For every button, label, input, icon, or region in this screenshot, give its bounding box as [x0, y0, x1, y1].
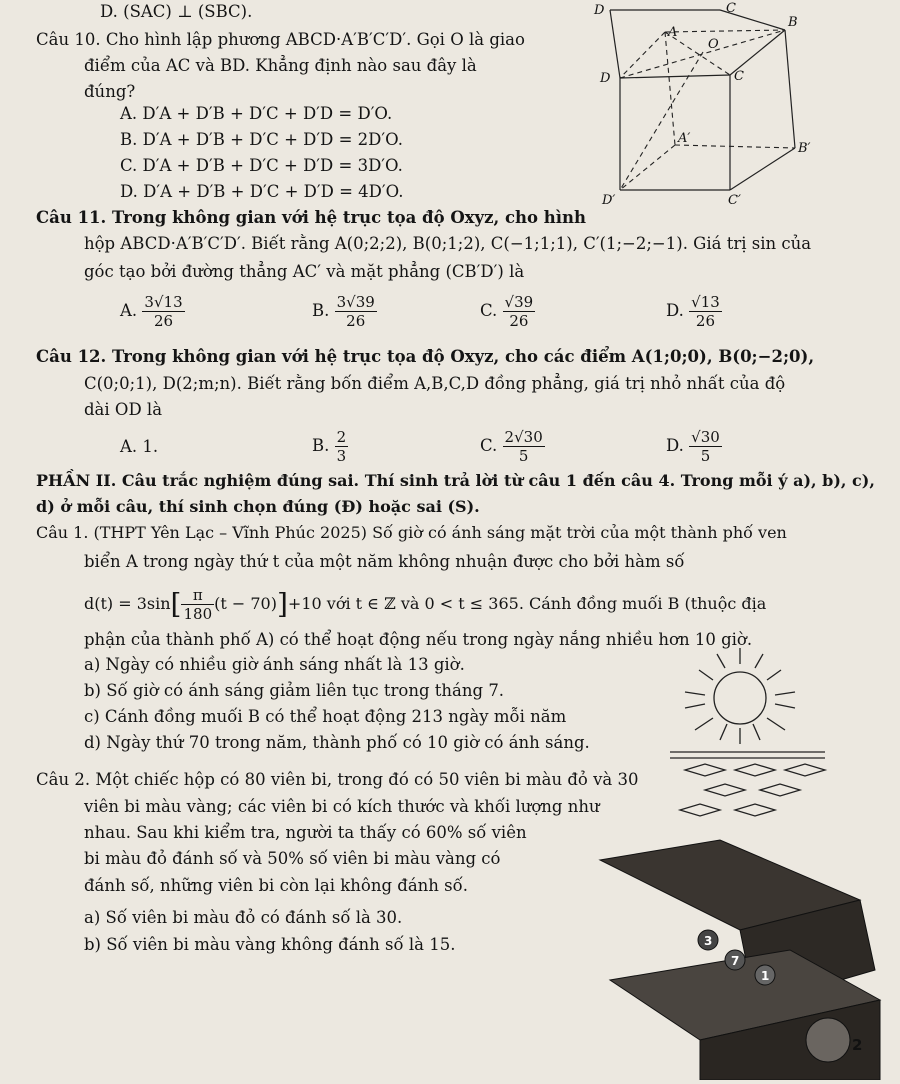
- q9-option-d: D. (SAC) ⊥ (SBC).: [100, 2, 253, 21]
- q12-option-b: B. $\frac{2}{3}$: [312, 428, 347, 465]
- q11-option-c: C. $\frac{√39}{26}$: [480, 293, 534, 330]
- c2-line1: Câu 2. Một chiếc hộp có 80 viên bi, trong đó có 50 viên bi màu đỏ và 30: [36, 770, 639, 789]
- q12-option-a: A. 1.: [120, 437, 159, 456]
- label-d-prime: D′: [602, 193, 616, 208]
- q10-option-a: A. D′A + D′B + D′C + D′D = D′O.: [120, 104, 393, 123]
- label-a-prime: A′: [678, 131, 691, 146]
- label-c-top: C: [726, 1, 736, 16]
- box-of-balls-picture: [590, 830, 890, 1080]
- q12-line1: Câu 12. Trong không gian với hệ trục tọa độ Oxyz, cho các điểm A(1;0;0), B(0;−2;0),: [36, 347, 815, 366]
- label-d: D: [600, 71, 611, 86]
- cube-figure: [580, 0, 830, 215]
- q12-line3: dài OD là: [84, 400, 163, 419]
- label-b-prime: B′: [798, 141, 811, 156]
- svg-text:3: 3: [704, 934, 713, 948]
- c2-line5: đánh số, những viên bi còn lại không đánh số.: [84, 876, 468, 895]
- ball-2: [806, 1018, 850, 1062]
- c1-line4: phận của thành phố A) có thể hoạt động nếu trong ngày nắng nhiều hơn 10 giờ.: [84, 630, 753, 649]
- q10-option-c: C. D′A + D′B + D′C + D′D = 3D′O.: [120, 156, 403, 175]
- q10-option-d: D. D′A + D′B + D′C + D′D = 4D′O.: [120, 182, 404, 201]
- c1-item-a: a) Ngày có nhiều giờ ánh sáng nhất là 13 giờ.: [84, 655, 465, 674]
- q11-line2: hộp ABCD·A′B′C′D′. Biết rằng A(0;2;2), B(0;1;2), C(−1;1;1), C′(1;−2;−1). Giá trị sin của: [84, 234, 812, 253]
- sun-salt-field-picture: [665, 640, 835, 820]
- c1-item-b: b) Số giờ có ánh sáng giảm liên tục trong tháng 7.: [84, 681, 505, 700]
- c1-line2: biển A trong ngày thứ t của một năm không nhuận được cho bởi hàm số: [84, 552, 685, 571]
- q11-option-a: A. $\frac{3√13}{26}$: [120, 293, 183, 330]
- c1-item-d: d) Ngày thứ 70 trong năm, thành phố có 10 giờ có ánh sáng.: [84, 733, 590, 752]
- label-d-top: D: [594, 3, 605, 18]
- q11-option-d: D. $\frac{√13}{26}$: [666, 293, 720, 330]
- c1-line1: Câu 1. (THPT Yên Lạc – Vĩnh Phúc 2025) Số giờ có ánh sáng mặt trời của một thành phố ven: [36, 523, 787, 542]
- q12-option-d: D. $\frac{√30}{5}$: [666, 428, 720, 465]
- c2-line4: bi màu đỏ đánh số và 50% số viên bi màu vàng có: [84, 849, 501, 868]
- label-a: A: [668, 25, 678, 40]
- c2-line2: viên bi màu vàng; các viên bi có kích thước và khối lượng như: [84, 797, 600, 816]
- q11-line3: góc tạo bởi đường thẳng AC′ và mặt phẳng (CB′D′) là: [84, 262, 525, 281]
- label-c-prime: C′: [728, 193, 741, 208]
- q11-line1: Câu 11. Trong không gian với hệ trục tọa độ Oxyz, cho hình: [36, 208, 587, 227]
- c2-item-b: b) Số viên bi màu vàng không đánh số là 15.: [84, 935, 456, 954]
- q10-line2: điểm của AC và BD. Khẳng định nào sau đây là: [84, 56, 477, 75]
- q10-option-b: B. D′A + D′B + D′C + D′D = 2D′O.: [120, 130, 403, 149]
- sun-icon: [714, 672, 766, 724]
- c1-formula: d(t) = 3sin[ $\frac{\pi}{180}$ (t − 70)]+10 với t ∈ ℤ và 0 < t ≤ 365. Cánh đồng muối B (thuộc địa: [84, 586, 767, 623]
- q12-option-c: C. $\frac{2√30}{5}$: [480, 428, 543, 465]
- label-o: O: [708, 37, 719, 52]
- svg-text:2: 2: [852, 1036, 863, 1054]
- svg-text:7: 7: [731, 954, 740, 968]
- c2-line3: nhau. Sau khi kiểm tra, người ta thấy có 60% số viên: [84, 823, 527, 842]
- c1-item-c: c) Cánh đồng muối B có thể hoạt động 213 ngày mỗi năm: [84, 707, 567, 726]
- q11-option-b: B. $\frac{3√39}{26}$: [312, 293, 375, 330]
- svg-text:1: 1: [761, 969, 770, 983]
- part2-line2: d) ở mỗi câu, thí sinh chọn đúng (Đ) hoặc sai (S).: [36, 497, 480, 516]
- q10-line3: đúng?: [84, 82, 136, 101]
- label-c: C: [734, 69, 744, 84]
- c2-item-a: a) Số viên bi màu đỏ có đánh số là 30.: [84, 908, 403, 927]
- part2-line1: PHẦN II. Câu trắc nghiệm đúng sai. Thí sinh trả lời từ câu 1 đến câu 4. Trong mỗi ý a), b), c),: [36, 471, 875, 490]
- label-b: B: [788, 15, 798, 30]
- q10-line1: Câu 10. Cho hình lập phương ABCD·A′B′C′D′. Gọi O là giao: [36, 30, 525, 49]
- q12-line2: C(0;0;1), D(2;m;n). Biết rằng bốn điểm A,B,C,D đồng phẳng, giá trị nhỏ nhất của độ: [84, 374, 786, 393]
